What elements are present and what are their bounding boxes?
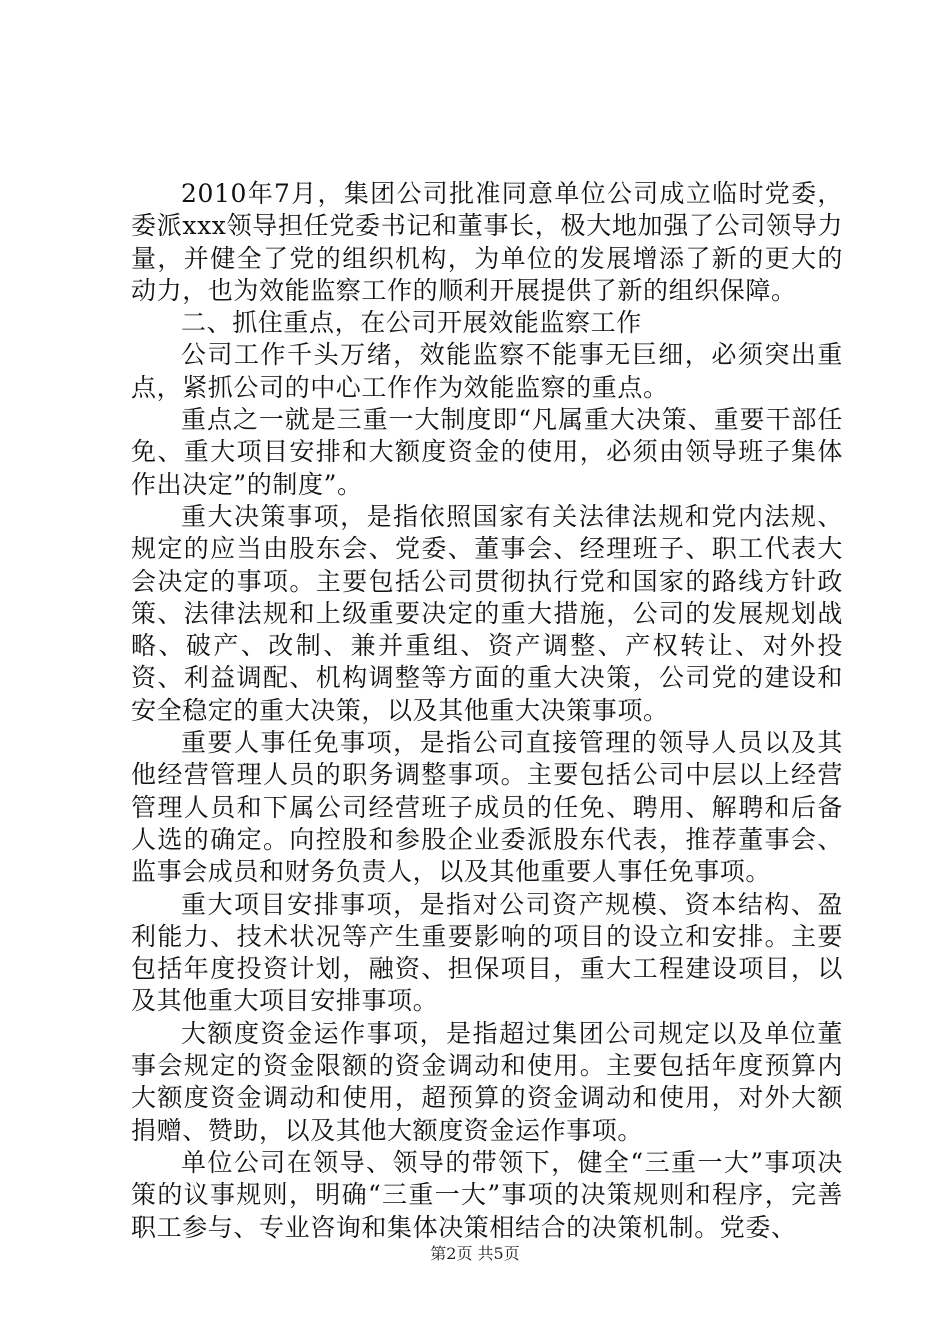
- document-body: [131, 178, 843, 1244]
- paragraph-personnel: 重要人事任免事项，是指公司直接管理的领导人员以及其他经营管理人员的职务调整事项。主要包括公司中层以上经营管理人员和下属公司经营班子成员的任免、聘用、解聘和后备人选的确定。向控股和参股企业委派股东代表，推荐董事会、监事会成员和财务负责人，以及其他重要人事任免事项。: [131, 728, 843, 887]
- paragraph-major-decisions: 重大决策事项，是指依照国家有关法律法规和党内法规、规定的应当由股东会、党委、董事会、经理班子、职工代表大会决定的事项。主要包括公司贯彻执行党和国家的路线方针政策、法律法规和上级重要决定的重大措施，公司的发展规划战略、破产、改制、兼并重组、资产调整、产权转让、对外投资、利益调配、机构调整等方面的重大决策，公司党的建设和安全稳定的重大决策，以及其他重大决策事项。: [131, 501, 843, 725]
- paragraph-rules: 单位公司在领导、领导的带领下，健全“三重一大”事项决策的议事规则，明确“三重一大”事项的决策规则和程序，完善职工参与、专业咨询和集体决策相结合的决策机制。党委、: [131, 1147, 843, 1242]
- paragraph-intro: 2010年7月，集团公司批准同意单位公司成立临时党委，委派xxx领导担任党委书记和董事长，极大地加强了公司领导力量，并健全了党的组织机构，为单位的发展增添了新的更大的动力，也为效能监察工作的顺利开展提供了新的组织保障。: [131, 179, 843, 305]
- paragraph-projects: 重大项目安排事项，是指对公司资产规模、资本结构、盈利能力、技术状况等产生重要影响的项目的设立和安排。主要包括年度投资计划，融资、担保项目，重大工程建设项目，以及其他重大项目安排事项。: [131, 889, 843, 1016]
- paragraph-three-one: 重点之一就是三重一大制度即“凡属重大决策、重要干部任免、重大项目安排和大额度资金的使用，必须由领导班子集体作出决定”的制度”。: [131, 405, 843, 499]
- page-indicator: 第2页 共5页: [430, 1244, 520, 1263]
- paragraph-funds: 大额度资金运作事项，是指超过集团公司规定以及单位董事会规定的资金限额的资金调动和使用。主要包括年度预算内大额度资金调动和使用，超预算的资金调动和使用，对外大额捐赠、赞助，以及其他大额度资金运作事项。: [131, 1018, 843, 1145]
- section-heading: 二、抓住重点，在公司开展效能监察工作: [181, 308, 642, 338]
- paragraph-focus: 公司工作千头万绪，效能监察不能事无巨细，必须突出重点，紧抓公司的中心工作作为效能监察的重点。: [131, 340, 843, 402]
